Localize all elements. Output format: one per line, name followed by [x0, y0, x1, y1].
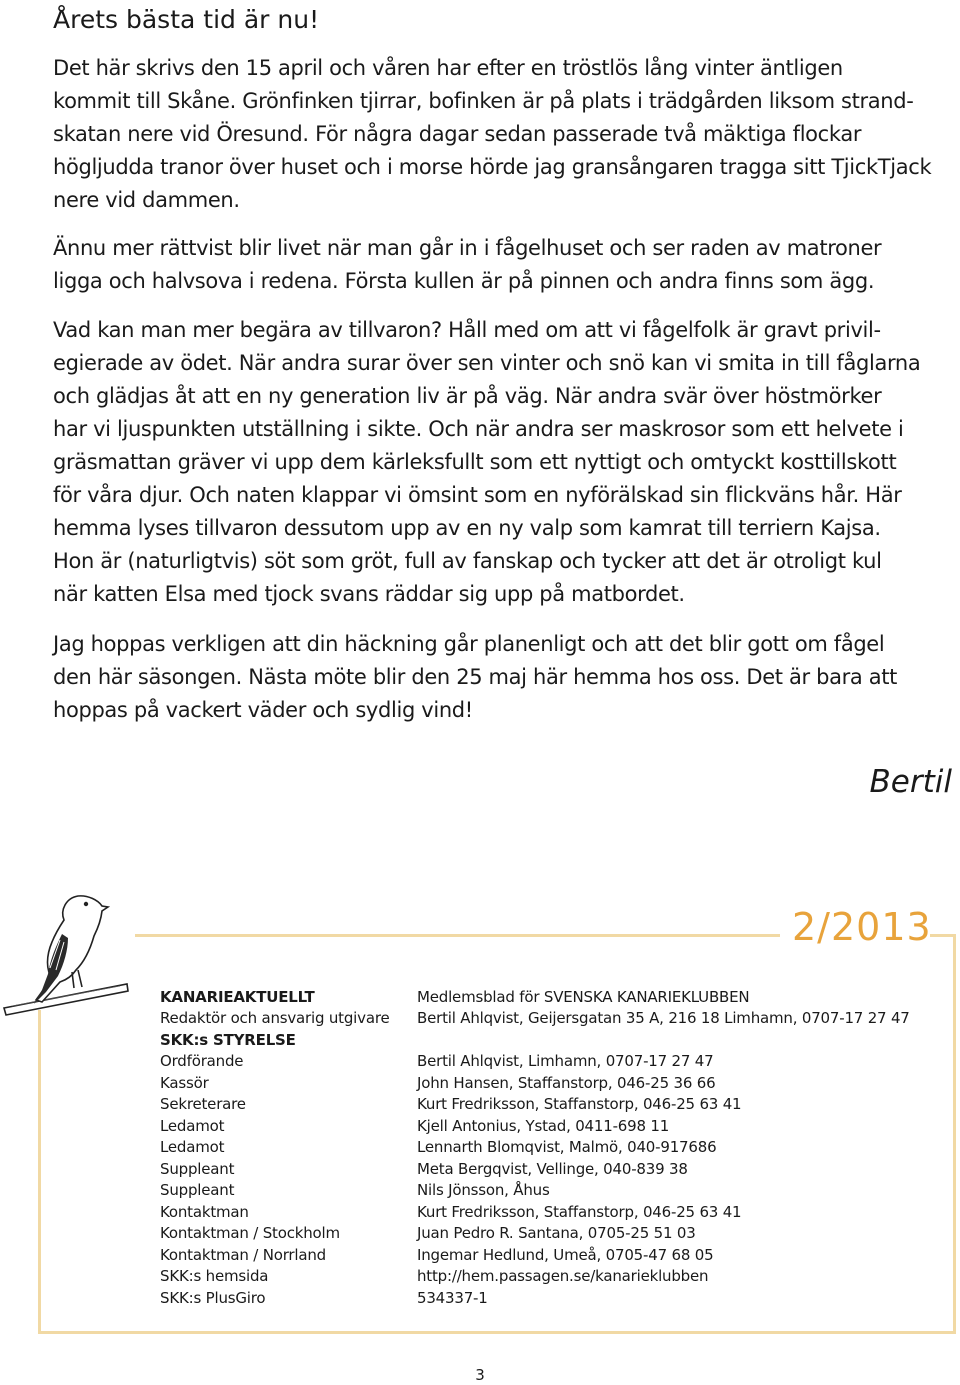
- masthead-label: Sekreterare: [160, 1095, 246, 1114]
- paragraph-4: [53, 628, 897, 727]
- frame-line: [135, 934, 780, 937]
- masthead-label: Redaktör och ansvarig utgivare: [160, 1009, 390, 1028]
- issue-number: 2/2013: [792, 905, 932, 949]
- masthead-label: Ledamot: [160, 1116, 225, 1135]
- article-title: Årets bästa tid är nu!: [53, 5, 320, 34]
- frame-line: [38, 1331, 956, 1334]
- masthead-label: SKK:s hemsida: [160, 1267, 269, 1286]
- masthead-row: [160, 1072, 940, 1094]
- masthead-value: Kurt Fredriksson, Staffanstorp, 046-25 63 41: [417, 1095, 742, 1114]
- masthead-label: SKK:s STYRELSE: [160, 1030, 296, 1049]
- frame-line: [38, 1010, 41, 1334]
- text-line: skatan nere vid Öresund. För några dagar sedan passerade två mäktiga flockar: [53, 122, 862, 146]
- text-line: Jag hoppas verkligen att din häckning går planenligt och att det blir gott om fågel: [53, 632, 885, 656]
- text-line: Ännu mer rättvist blir livet när man går in i fågelhuset och ser raden av matroner: [53, 236, 882, 260]
- masthead-row: [160, 1008, 940, 1030]
- signature: Bertil: [869, 764, 952, 800]
- masthead-value: Bertil Ahlqvist, Geijersgatan 35 A, 216 18 Limhamn, 0707-17 27 47: [417, 1009, 910, 1028]
- masthead-label: Kontaktman: [160, 1202, 249, 1221]
- text-line: egierade av ödet. När andra surar över sen vinter och snö kan vi smita in till fåglarna: [53, 351, 921, 375]
- masthead-value: Nils Jönsson, Åhus: [417, 1181, 550, 1200]
- frame-line: [953, 934, 956, 1334]
- text-line: Hon är (naturligtvis) söt som gröt, full av fanskap och tycker att det är otroligt kul: [53, 549, 882, 573]
- masthead-row: [160, 1266, 940, 1288]
- masthead-row: [160, 1287, 940, 1309]
- text-line: högljudda tranor över huset och i morse hörde jag gransångaren tragga sitt TjickTjack: [53, 155, 932, 179]
- masthead-row: [160, 1201, 940, 1223]
- text-line: nere vid dammen.: [53, 188, 240, 212]
- masthead-value: Lennarth Blomqvist, Malmö, 040-917686: [417, 1138, 717, 1157]
- masthead-value: Kjell Antonius, Ystad, 0411-698 11: [417, 1116, 670, 1135]
- text-line: den här säsongen. Nästa möte blir den 25 maj här hemma hos oss. Det är bara att: [53, 665, 898, 689]
- masthead-label: Kontaktman / Stockholm: [160, 1224, 340, 1243]
- masthead-row: [160, 1244, 940, 1266]
- masthead-value: John Hansen, Staffanstorp, 046-25 36 66: [417, 1073, 716, 1092]
- masthead-value: Ingemar Hedlund, Umeå, 0705-47 68 05: [417, 1245, 714, 1264]
- paragraph-1: [53, 52, 931, 217]
- masthead-row: [160, 1137, 940, 1159]
- masthead-value: Bertil Ahlqvist, Limhamn, 0707-17 27 47: [417, 1052, 714, 1071]
- masthead-label: Ledamot: [160, 1138, 225, 1157]
- masthead-row: [160, 1115, 940, 1137]
- masthead-label: SKK:s PlusGiro: [160, 1288, 266, 1307]
- text-line: Vad kan man mer begära av tillvaron? Håll med om att vi fågelfolk är gravt privil-: [53, 318, 881, 342]
- masthead-row: [160, 1051, 940, 1073]
- masthead-label: Ordförande: [160, 1052, 244, 1071]
- text-line: har vi ljuspunkten utställning i sikte. Och när andra ser maskrosor som ett helvete i: [53, 417, 904, 441]
- masthead: [160, 986, 940, 1309]
- masthead-label: Suppleant: [160, 1159, 235, 1178]
- masthead-row: [160, 1029, 940, 1051]
- text-line: Det här skrivs den 15 april och våren har efter en tröstlös lång vinter äntligen: [53, 56, 843, 80]
- paragraph-2: [53, 232, 881, 298]
- masthead-row: [160, 1158, 940, 1180]
- masthead-value: 534337-1: [417, 1288, 488, 1307]
- masthead-label: KANARIEAKTUELLT: [160, 987, 315, 1006]
- masthead-row: [160, 1094, 940, 1116]
- masthead-value: http://hem.passagen.se/kanarieklubben: [417, 1267, 709, 1286]
- masthead-row: [160, 986, 940, 1008]
- masthead-value: Meta Bergqvist, Vellinge, 040-839 38: [417, 1159, 688, 1178]
- text-line: när katten Elsa med tjock svans räddar sig upp på matbordet.: [53, 582, 685, 606]
- masthead-label: Suppleant: [160, 1181, 235, 1200]
- text-line: och glädjas åt att en ny generation liv är på väg. När andra svär över höstmörker: [53, 384, 882, 408]
- page-number: 3: [475, 1366, 485, 1384]
- masthead-row: [160, 1180, 940, 1202]
- masthead-value: Kurt Fredriksson, Staffanstorp, 046-25 63 41: [417, 1202, 742, 1221]
- text-line: för våra djur. Och naten klappar vi ömsint som en nyförälskad sin flickväns hår. Här: [53, 483, 902, 507]
- text-line: kommit till Skåne. Grönfinken tjirrar, bofinken är på plats i trädgården liksom strand-: [53, 89, 914, 113]
- masthead-value: Medlemsblad för SVENSKA KANARIEKLUBBEN: [417, 987, 750, 1006]
- paragraph-3: [53, 314, 920, 611]
- text-line: hemma lyses tillvaron dessutom upp av en ny valp som kamrat till terriern Kajsa.: [53, 516, 881, 540]
- text-line: gräsmattan gräver vi upp dem kärleksfullt som ett nyttigt och omtyckt kosttillskott: [53, 450, 897, 474]
- masthead-label: Kontaktman / Norrland: [160, 1245, 326, 1264]
- text-line: ligga och halvsova i redena. Första kullen är på pinnen och andra finns som ägg.: [53, 269, 875, 293]
- masthead-row: [160, 1223, 940, 1245]
- masthead-label: Kassör: [160, 1073, 209, 1092]
- masthead-value: Juan Pedro R. Santana, 0705-25 51 03: [417, 1224, 696, 1243]
- text-line: hoppas på vackert väder och sydlig vind!: [53, 698, 473, 722]
- bird-illustration-icon: [2, 890, 132, 1020]
